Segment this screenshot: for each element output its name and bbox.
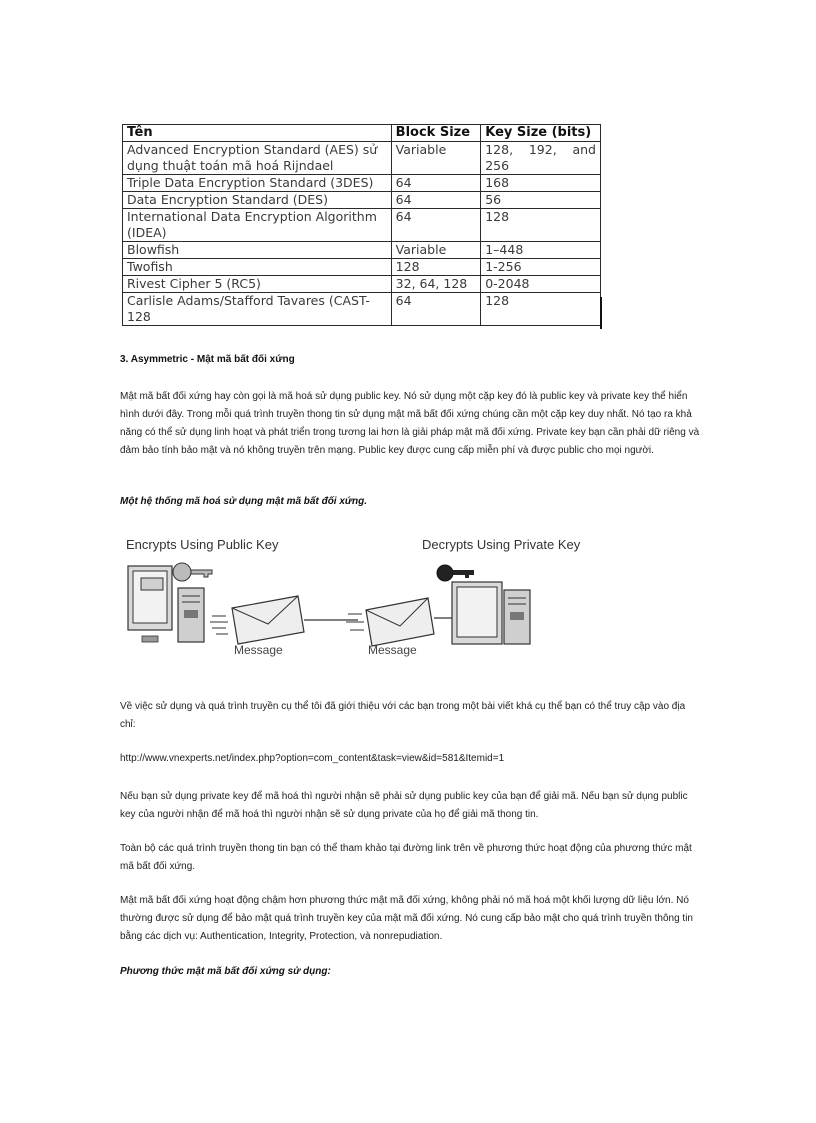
table-cell-name: International Data Encryption Algorithm (IDEA) xyxy=(123,209,392,242)
reference-paragraph: Toàn bộ các quá trình truyền thong tin bạn có thể tham khảo tại đường link trên về phương thức hoạt động của phương thức mật mã bất đối xứng. xyxy=(120,843,692,872)
sender-computer-icon xyxy=(128,566,204,642)
table-cell-name: Carlisle Adams/Stafford Tavares (CAST- 128 xyxy=(123,293,392,326)
message-envelope-icon xyxy=(366,598,434,646)
intro-paragraph: Mật mã bất đối xứng hay còn gọi là mã hoá sử dụng public key. Nó sử dụng một cặp key đó là public key và private key thể hiển hình dưới đây. Trong mỗi quá trình truyền thong tin sử dụng mật mã bất đối xứng chúng cần một cặp key duy nhất. Nó tạo ra khả năng có thể sử dụng linh hoạt và phát triển trong tương lai hơn là giải pháp mật mã đối xứng. Private key bạn cần phải dữ riêng và đảm bảo tính bảo mật và nó không truyền trên mạng. Public key được cung cấp miễn phí và được public cho mọi người. xyxy=(120,391,700,456)
table-cell-block: 64 xyxy=(391,175,481,192)
table-cell-block: 64 xyxy=(391,192,481,209)
section-heading: 3. Asymmetric - Mật mã bất đối xứng xyxy=(120,354,295,365)
table-cell-block: 64 xyxy=(391,209,481,242)
message-envelope-icon xyxy=(232,596,304,644)
reference-url: http://www.vnexperts.net/index.php?option=com_content&task=view&id=581&Itemid=1 xyxy=(120,753,505,764)
closing-caption: Phương thức mật mã bất đối xứng sử dụng: xyxy=(120,966,331,977)
decrypt-label: Decrypts Using Private Key xyxy=(422,537,581,552)
table-row xyxy=(123,192,601,209)
private-key-paragraph: Nếu bạn sử dụng private key để mã hoá thì người nhận sẽ phải sử dụng public key của bạn để giải mã. Nếu bạn sử dụng public key của người nhận để mã hoá thì người nhận sẽ sử dụng private của họ để giải mã thong tin. xyxy=(120,791,688,820)
table-row xyxy=(123,209,601,242)
speed-paragraph: Mật mã bất đối xứng hoạt động chậm hơn phương thức mật mã đối xứng, không phải nó mã hoá một khối lượng dữ liệu lớn. Nó thường được sử dụng để bảo mật quá trình truyền key của mật mã đối xứng. Nó cung cấp bảo mật cho quá trình truyền thông tin bằng các dịch vụ: Authentication, Integrity, Protection, và nonrepudiation. xyxy=(120,895,693,942)
table-cell-name: Blowfish xyxy=(123,242,392,259)
table-cell-name: Data Encryption Standard (DES) xyxy=(123,192,392,209)
table-cell-name: Twofish xyxy=(123,259,392,276)
private-key-icon xyxy=(437,565,474,581)
table-edge-mark xyxy=(600,297,602,329)
cipher-table xyxy=(122,124,601,326)
table-cell-name: Advanced Encryption Standard (AES) sử dụng thuật toán mã hoá Rijndael xyxy=(123,142,392,175)
receiver-computer-icon xyxy=(452,582,530,644)
message-label-left: Message xyxy=(234,643,283,657)
motion-lines-icon xyxy=(346,614,364,630)
table-header-name: Tên xyxy=(123,125,392,142)
table-header-row xyxy=(123,125,601,142)
table-row xyxy=(123,142,601,175)
table-row xyxy=(123,276,601,293)
table-cell-block: Variable xyxy=(391,242,481,259)
table-cell-key: 1-256 xyxy=(481,259,601,276)
table-cell-block: 64 xyxy=(391,293,481,326)
table-cell-name: Triple Data Encryption Standard (3DES) xyxy=(123,175,392,192)
table-row xyxy=(123,242,601,259)
asymmetric-encryption-diagram xyxy=(122,530,581,660)
table-cell-block: 32, 64, 128 xyxy=(391,276,481,293)
table-cell-key: 168 xyxy=(481,175,601,192)
message-label-right: Message xyxy=(368,643,417,657)
table-cell-key: 56 xyxy=(481,192,601,209)
usage-paragraph: Về việc sử dụng và quá trình truyền cụ thể tôi đã giới thiệu với các bạn trong một bài viết khá cụ thể bạn có thể truy cập vào địa chỉ: xyxy=(120,701,686,730)
table-header-block-size: Block Size xyxy=(391,125,481,142)
table-cell-key: 1–448 xyxy=(481,242,601,259)
table-row xyxy=(123,293,601,326)
table-cell-key: 128, 192, and 256 xyxy=(481,142,601,175)
table-cell-key: 128 xyxy=(481,209,601,242)
diagram-caption: Một hệ thống mã hoá sử dụng mật mã bất đối xứng. xyxy=(120,496,368,507)
table-row xyxy=(123,259,601,276)
encrypt-label: Encrypts Using Public Key xyxy=(126,537,279,552)
table-cell-name: Rivest Cipher 5 (RC5) xyxy=(123,276,392,293)
table-header-key-size: Key Size (bits) xyxy=(481,125,601,142)
public-key-icon xyxy=(173,563,212,581)
table-cell-key: 0-2048 xyxy=(481,276,601,293)
table-cell-block: Variable xyxy=(391,142,481,175)
table-cell-block: 128 xyxy=(391,259,481,276)
table-cell-key: 128 xyxy=(481,293,601,326)
table-row xyxy=(123,175,601,192)
motion-lines-icon xyxy=(210,616,228,634)
